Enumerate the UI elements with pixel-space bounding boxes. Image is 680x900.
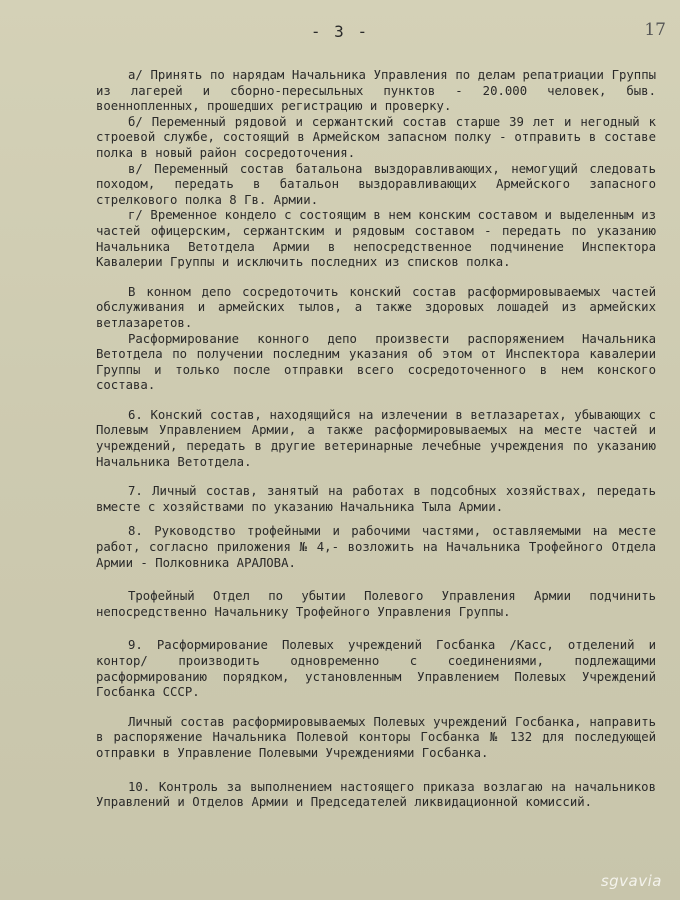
paragraph-v: в/ Переменный состав батальона выздоравливающих, немогущий следовать походом, передать в батальон выздоравливающих Армейского запасного стрелкового полка 8 Гв. Армии. <box>96 161 656 207</box>
sheet-number: 17 <box>644 20 666 40</box>
paragraph-depot-disband: Расформирование конного депо произвести распоряжением Начальника Ветотдела по получении последним указания об этом от Инспектора кавалерии Группы и только после отправки всего сосредоточенного в нем конского состава. <box>96 331 656 393</box>
paragraph-trophy-dept: Трофейный Отдел по убытии Полевого Управления Армии подчинить непосредственно Начальнику Трофейного Управления Группы. <box>96 589 656 619</box>
watermark: sgvavia <box>600 872 662 890</box>
paragraph-gosbank-staff: Личный состав расформировываемых Полевых учреждений Госбанка, направить в распоряжение Начальника Полевой конторы Госбанка № 132 для последующей отправки в Управление Полевыми Учреждениями Госбанка. <box>96 714 656 760</box>
paragraph-9: 9. Расформирование Полевых учреждений Госбанка /Касс, отделений и контор/ производить одновременно с соединениями, подлежащими расформированию порядком, установленным Управлением Полевых Учреждений Госбанка СССР. <box>96 638 656 700</box>
page-number: - 3 - <box>310 22 370 41</box>
paragraph-a: а/ Принять по нарядам Начальника Управления по делам репатриации Группы из лагерей и сборно-пересыльных пунктов - 20.000 человек, быв. военнопленных, прошедших регистрацию и проверку. <box>96 68 656 114</box>
paragraph-b: б/ Переменный рядовой и сержантский состав старше 39 лет и негодный к строевой службе, состоящий в Армейском запасном полку - отправить в составе полка в новый район сосредоточения. <box>96 114 656 160</box>
paragraph-g: г/ Временное кондело с состоящим в нем конским составом и выделенным из частей офицерским, сержантским и рядовым составом - передать по указанию Начальника Ветотдела Армии в непосредственное подчинение Инспектора Кавалерии Группы и исключить последних из списков полка. <box>96 208 656 270</box>
paragraph-10: 10. Контроль за выполнением настоящего приказа возлагаю на начальников Управлений и Отделов Армии и Председателей ликвидационной комиссий. <box>96 779 656 810</box>
document-body <box>96 68 656 811</box>
paragraph-6: 6. Конский состав, находящийся на излечении в ветлазаретах, убывающих с Полевым Управлением Армии, а также расформировываемых на месте частей и учреждений, передать в другие ветеринарные лечебные учреждения по указанию Начальника Ветотдела. <box>96 407 656 469</box>
paragraph-horse-depot: В конном депо сосредоточить конский состав расформировываемых частей обслуживания и армейских тылов, а также здоровых лошадей из армейских ветлазаретов. <box>96 284 656 330</box>
paragraph-7: 7. Личный состав, занятый на работах в подсобных хозяйствах, передать вместе с хозяйствами по указанию Начальника Тыла Армии. <box>96 484 656 514</box>
paragraph-8: 8. Руководство трофейными и рабочими частями, оставляемыми на месте работ, согласно приложения № 4,- возложить на Начальника Трофейного Отдела Армии - Полковника АРАЛОВА. <box>96 524 656 570</box>
